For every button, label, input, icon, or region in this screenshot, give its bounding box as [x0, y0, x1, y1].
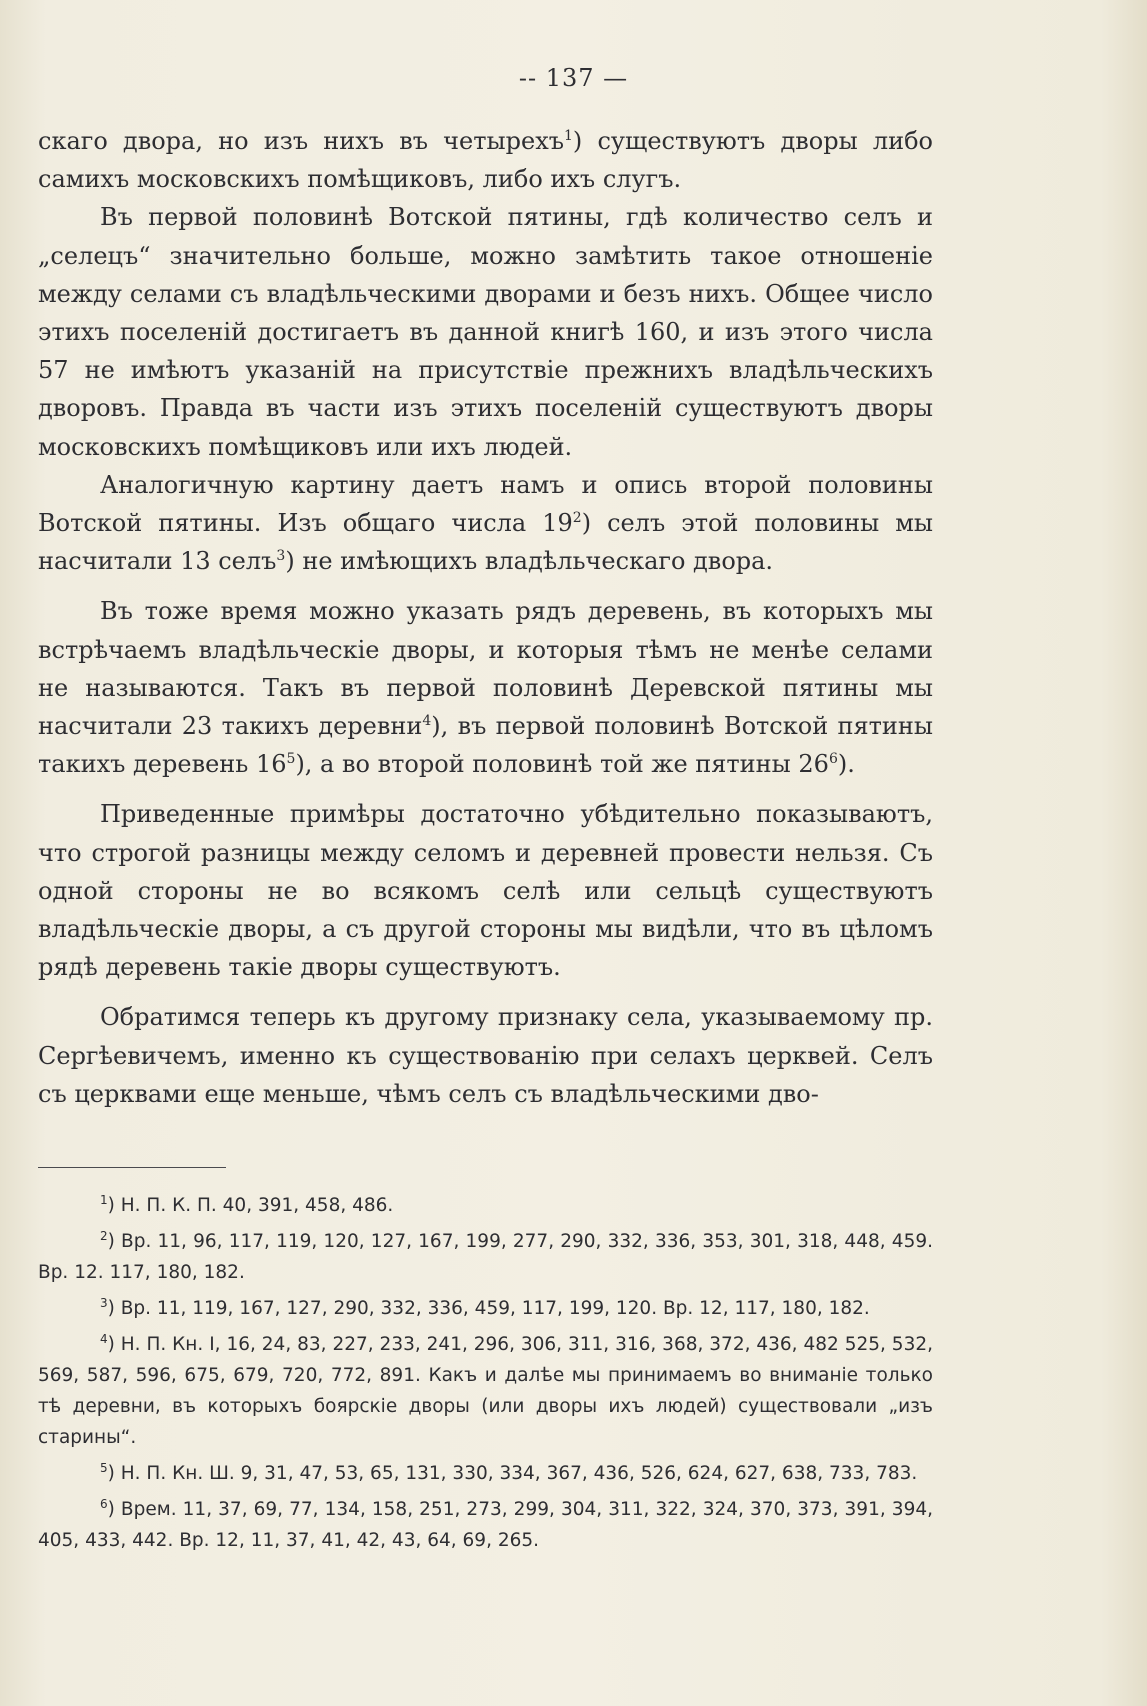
- paragraph-text: ), а во второй половинѣ той же пятины 26: [295, 750, 829, 779]
- footnote-text: ) Вр. 11, 119, 167, 127, 290, 332, 336, 459, 117, 199, 120. Вр. 12, 117, 180, 182.: [107, 1298, 870, 1319]
- footnote-number: 4: [100, 1332, 108, 1346]
- paragraph-text: ), въ первой половинѣ Вотской пятины такихъ деревень 16: [38, 712, 934, 779]
- paragraph-text: ) существуютъ дворы либо самихъ московскихъ помѣщиковъ, либо ихъ слугъ.: [38, 127, 933, 194]
- footnote: [38, 1190, 933, 1221]
- paragraph: [38, 198, 933, 465]
- footnote-text: ) Н. П. Кн. І, 16, 24, 83, 227, 233, 241, 296, 306, 311, 316, 368, 372, 436, 482 525, 532, 569, 587, 596, 675, 679, 720, 772, 891. Какъ и далѣе мы принимаемъ во вниманіе только тѣ деревни, въ которыхъ боярскіе дворы (или дворы ихъ людей) существовали „изъ старины“.: [38, 1334, 933, 1448]
- footnote: [38, 1494, 933, 1556]
- paragraph-text: Въ тоже время можно указать рядъ деревень, въ которыхъ мы встрѣчаемъ владѣльческіе дворы, и которыя тѣмъ не менѣе селами не называются. Такъ въ первой половинѣ Деревской пятины мы насчитали 23 такихъ деревни: [38, 597, 933, 741]
- body-text: [38, 122, 933, 1113]
- paragraph: [38, 998, 933, 1113]
- footnote-text: ) Врем. 11, 37, 69, 77, 134, 158, 251, 273, 299, 304, 311, 322, 324, 370, 373, 391, 394, 405, 433, 442. Вр. 12, 11, 37, 41, 42, 43, 64, 69, 265.: [38, 1499, 933, 1551]
- page-number: -- 137 —: [518, 64, 629, 92]
- footnote-text: ) Вр. 11, 96, 117, 119, 120, 127, 167, 199, 277, 290, 332, 336, 353, 301, 318, 448, 459. Вр. 12. 117, 180, 182.: [38, 1231, 933, 1283]
- footnote-number: 5: [100, 1461, 108, 1475]
- paragraph-text: Обратимся теперь къ другому признаку села, указываемому пр. Сергѣевичемъ, именно къ существованію при селахъ церквей. Селъ съ церквами еще меньше, чѣмъ селъ съ владѣльческими дво-: [38, 1003, 933, 1108]
- footnote-number: 2: [100, 1229, 108, 1243]
- paragraph: [38, 795, 933, 986]
- footnote: [38, 1226, 933, 1288]
- footnote-marker: 5: [286, 751, 296, 768]
- footnote: [38, 1293, 933, 1324]
- paragraph-text: скаго двора, но изъ нихъ въ четырехъ: [38, 127, 564, 155]
- paragraph-text: ) не имѣющихъ владѣльческаго двора.: [285, 547, 774, 576]
- footnote: [38, 1458, 933, 1489]
- footnote-marker: 4: [422, 713, 432, 730]
- footnote-marker: 6: [828, 751, 838, 768]
- paragraph-text: Аналогичную картину даетъ намъ и опись второй половины Вотской пятины. Изъ общаго числа 19: [38, 470, 933, 538]
- paragraph: [38, 592, 933, 783]
- paragraph-text: ).: [837, 750, 855, 779]
- footnote-text: ) Н. П. Кн. Ш. 9, 31, 47, 53, 65, 131, 330, 334, 367, 436, 526, 624, 627, 638, 733, 783.: [107, 1463, 918, 1484]
- footnote-text: ) Н. П. К. П. 40, 391, 458, 486.: [107, 1195, 394, 1216]
- footnotes: [38, 1190, 933, 1561]
- paragraph: [38, 122, 933, 198]
- footnote: [38, 1329, 933, 1453]
- footnote-marker: 3: [276, 548, 286, 565]
- footnote-number: 3: [100, 1296, 108, 1310]
- footnote-number: 1: [100, 1193, 108, 1207]
- paragraph: [38, 466, 933, 581]
- paragraph-text: Въ первой половинѣ Вотской пятины, гдѣ количество селъ и „селецъ“ значительно больше, можно замѣтить такое отношеніе между селами съ владѣльческими дворами и безъ нихъ. Общее число этихъ поселеній достигаетъ въ данной книгѣ 160, и изъ этого числа 57 не имѣютъ указаній на присутствіе прежнихъ владѣльческихъ дворовъ. Правда въ части изъ этихъ поселеній существуютъ дворы московскихъ помѣщиковъ или ихъ людей.: [38, 203, 933, 461]
- paragraph-text: Приведенные примѣры достаточно убѣдительно показываютъ, что строгой разницы между селомъ и деревней провести нельзя. Съ одной стороны не во всякомъ селѣ или сельцѣ существуютъ владѣльческіе дворы, а съ другой стороны мы видѣли, что въ цѣломъ рядѣ деревень такіе дворы существуютъ.: [38, 800, 933, 982]
- paragraph-text: ) селъ этой половины мы насчитали 13 селъ: [38, 509, 934, 576]
- footnote-marker: 1: [564, 128, 573, 144]
- footnote-number: 6: [100, 1497, 108, 1511]
- footnote-separator: [38, 1167, 226, 1168]
- footnote-marker: 2: [572, 510, 582, 527]
